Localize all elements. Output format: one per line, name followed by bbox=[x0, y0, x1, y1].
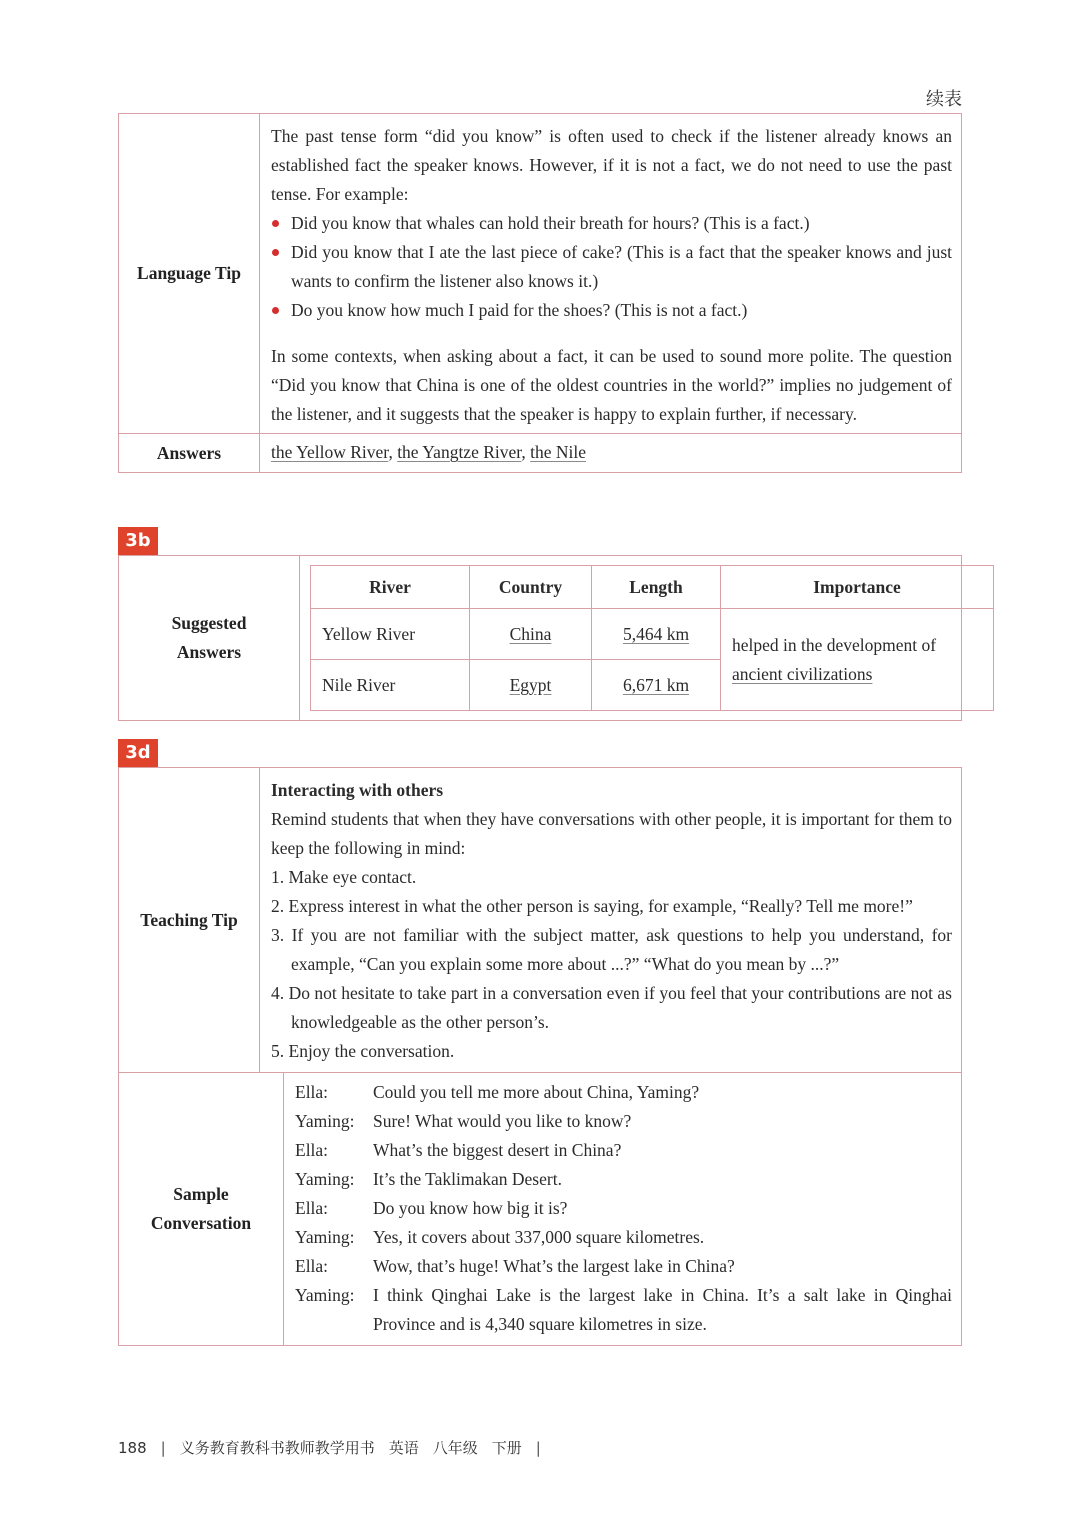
river-table-header bbox=[311, 566, 994, 609]
conversation-text: Yes, it covers about 337,000 square kilometres. bbox=[373, 1227, 705, 1247]
section-badge-3d: 3d bbox=[118, 739, 158, 767]
header-river: River bbox=[311, 566, 470, 609]
footer-separator: | bbox=[535, 1438, 541, 1457]
answer-item: the Yellow River bbox=[271, 442, 389, 462]
speaker-name: Yaming: bbox=[295, 1227, 355, 1247]
suggested-answers-table bbox=[118, 555, 962, 721]
conversation-text: Could you tell me more about China, Yaming? bbox=[373, 1082, 700, 1102]
answers-label: Answers bbox=[119, 434, 260, 472]
volume: 下册 bbox=[491, 1439, 522, 1457]
importance-line-1: helped in the development of bbox=[732, 634, 937, 655]
teaching-tip-content bbox=[260, 768, 961, 1072]
grade: 八年级 bbox=[432, 1439, 478, 1457]
section-badge-3b: 3b bbox=[118, 527, 158, 555]
length-cell bbox=[592, 660, 721, 711]
language-tip-bullet-1: Did you know that whales can hold their breath for hours? (This is a fact.) bbox=[271, 209, 952, 238]
conversation-text: What’s the biggest desert in China? bbox=[373, 1140, 622, 1160]
language-tip-row bbox=[119, 114, 961, 434]
length-value: 6,671 km bbox=[622, 674, 690, 695]
suggested-answers-content bbox=[300, 556, 1002, 720]
teaching-tip-item: 2. Express interest in what the other person is saying, for example, “Really? Tell me more!” bbox=[271, 896, 913, 916]
river-cell: Nile River bbox=[311, 660, 470, 711]
language-tip-label: Language Tip bbox=[119, 114, 260, 433]
length-cell bbox=[592, 609, 721, 660]
teaching-tip-label: Teaching Tip bbox=[119, 768, 260, 1072]
speaker-name: Ella: bbox=[295, 1140, 329, 1160]
teaching-tip-row bbox=[119, 768, 961, 1073]
table-row bbox=[311, 609, 994, 660]
answers-row bbox=[119, 434, 961, 472]
country-cell bbox=[470, 660, 592, 711]
footer-separator: | bbox=[160, 1438, 166, 1457]
speaker-name: Yaming: bbox=[295, 1111, 355, 1131]
language-tip-content bbox=[260, 114, 961, 433]
conversation-lines bbox=[295, 1078, 952, 1339]
teaching-tip-item: 3. If you are not familiar with the subject matter, ask questions to help you understand, for example, “Can you explain some more about ...?” “What do you mean by ...?” bbox=[271, 925, 952, 974]
answers-content: the Yellow River, the Yangtze River, the Nile bbox=[271, 442, 587, 462]
conversation-text: I think Qinghai Lake is the largest lake in China. It’s a salt lake in Qinghai Province and is 4,340 square kilometres in size. bbox=[373, 1285, 952, 1334]
importance-cell bbox=[721, 609, 994, 711]
language-tip-bullet-3: Do you know how much I paid for the shoes? (This is not a fact.) bbox=[271, 296, 952, 325]
teaching-tip-intro: Remind students that when they have conversations with other people, it is important for them to keep the following in mind: bbox=[271, 809, 952, 858]
sample-conversation-content bbox=[284, 1073, 961, 1345]
conversation-text: Sure! What would you like to know? bbox=[373, 1111, 632, 1131]
speaker-name: Yaming: bbox=[295, 1169, 355, 1189]
country-cell bbox=[470, 609, 592, 660]
subject: 英语 bbox=[388, 1439, 419, 1457]
suggested-answers-label: Suggested Answers bbox=[119, 556, 300, 720]
book-title: 义务教育教科书教师教学用书 bbox=[179, 1439, 375, 1457]
sample-conversation-row bbox=[119, 1073, 961, 1345]
speaker-name: Yaming: bbox=[295, 1285, 355, 1305]
teaching-tip-heading: Interacting with others bbox=[271, 780, 444, 800]
conversation-text: Wow, that’s huge! What’s the largest lake in China? bbox=[373, 1256, 735, 1276]
header-length: Length bbox=[592, 566, 721, 609]
continued-label: 续表 bbox=[926, 89, 962, 110]
suggested-answers-row bbox=[119, 556, 961, 720]
teaching-tip-item: 4. Do not hesitate to take part in a conversation even if you feel that your contributions are not as knowledgeable as the other person’s. bbox=[271, 983, 952, 1032]
speaker-name: Ella: bbox=[295, 1256, 329, 1276]
teaching-tip-item: 5. Enjoy the conversation. bbox=[271, 1041, 455, 1061]
header-importance: Importance bbox=[721, 566, 994, 609]
length-value: 5,464 km bbox=[622, 623, 690, 644]
language-tip-paragraph: In some contexts, when asking about a fact, it can be used to sound more polite. The question “Did you know that China is one of the oldest countries in the world?” implies no judgement of the listener, and it suggests that the speaker is happy to explain further, if necessary. bbox=[271, 346, 952, 424]
sample-conversation-label: Sample Conversation bbox=[119, 1073, 284, 1345]
speaker-name: Ella: bbox=[295, 1198, 329, 1218]
language-tip-intro: The past tense form “did you know” is often used to check if the listener already knows an established fact the speaker knows. However, if it is not a fact, we do not need to use the past tense. For example: bbox=[271, 126, 952, 204]
page-footer bbox=[118, 1437, 541, 1458]
conversation-text: It’s the Taklimakan Desert. bbox=[373, 1169, 562, 1189]
teaching-tip-item: 1. Make eye contact. bbox=[271, 867, 417, 887]
importance-line-2: ancient civilizations bbox=[732, 663, 873, 684]
country-value: Egypt bbox=[509, 674, 552, 695]
answer-item: the Nile bbox=[530, 442, 587, 462]
page-number: 188 bbox=[118, 1438, 147, 1457]
country-value: China bbox=[509, 623, 552, 644]
speaker-name: Ella: bbox=[295, 1082, 329, 1102]
conversation-text: Do you know how big it is? bbox=[373, 1198, 568, 1218]
language-tip-table bbox=[118, 113, 962, 473]
river-table bbox=[310, 565, 994, 711]
answer-item: the Yangtze River bbox=[397, 442, 522, 462]
header-country: Country bbox=[470, 566, 592, 609]
language-tip-bullet-2: Did you know that I ate the last piece of cake? (This is a fact that the speaker knows and just wants to confirm the listener also knows it.) bbox=[271, 238, 952, 296]
river-cell: Yellow River bbox=[311, 609, 470, 660]
teaching-table bbox=[118, 767, 962, 1346]
